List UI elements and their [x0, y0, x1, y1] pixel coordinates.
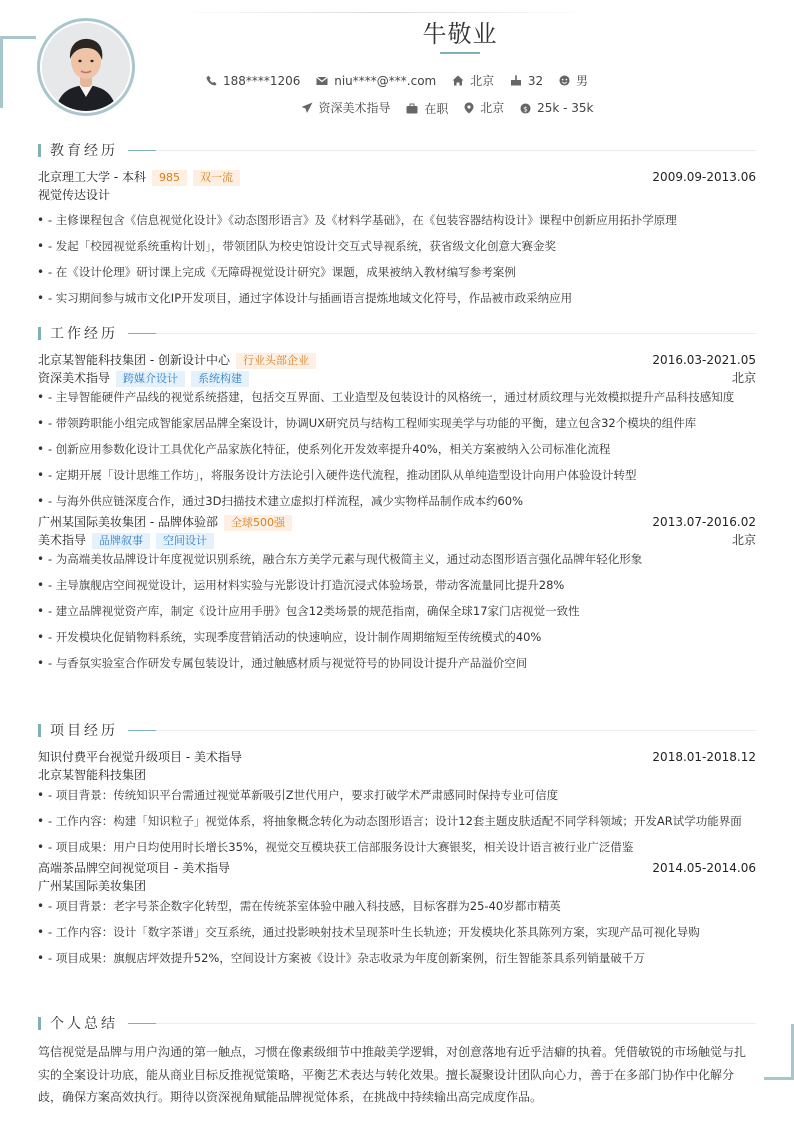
list-item: • - 发起「校园视觉系统重构计划」，带领团队为校史馆设计交互式导视系统，获省级文化创意大赛金奖	[38, 236, 756, 256]
phone-text: 188****1206	[222, 73, 301, 88]
project-org: 北京某智能科技集团	[38, 768, 147, 782]
summary-section	[38, 1014, 756, 1109]
money-icon	[520, 103, 531, 114]
gender-icon	[559, 75, 570, 86]
company-tag: 全球500强	[224, 515, 292, 531]
section-accent-bar	[38, 144, 41, 157]
birthday-cake-icon	[510, 75, 522, 86]
status-item	[406, 100, 448, 117]
list-item: • - 建立品牌视觉资产库，制定《设计应用手册》包含12类场景的规范指南，确保全球17家门店视觉一致性	[38, 601, 756, 621]
location-item	[452, 72, 494, 89]
project-bullets	[38, 785, 756, 857]
section-accent-dash	[128, 1023, 156, 1024]
section-rule	[156, 150, 756, 151]
list-item: • - 在《设计伦理》研讨课上完成《无障碍视觉设计研究》课题，成果被纳入教材编写参考案例	[38, 262, 756, 282]
summary-text: 笃信视觉是品牌与用户沟通的第一触点，习惯在像素级细节中推敲美学逻辑，对创意落地有近乎洁癖的执着。凭借敏锐的市场触觉与扎实的全案设计功底，能从商业目标反推视觉策略，平衡艺术表达与转化效果。擅长凝聚设计团队向心力，善于在多部门协作中化解分歧，确保方案高效执行。期待以资深视角赋能品牌视觉体系，在挑战中持续输出高完成度作品。	[38, 1045, 747, 1104]
company-line	[38, 351, 756, 369]
role-name: 美术指导	[38, 533, 87, 547]
section-heading	[38, 1014, 756, 1032]
list-item: • - 开发模块化促销物料系统，实现季度营销活动的快速响应，设计制作周期缩短至传统模式的40%	[38, 627, 756, 647]
job-bullets	[38, 549, 756, 673]
major: 视觉传达设计	[38, 188, 111, 202]
job-city: 北京	[731, 371, 756, 385]
job-date: 2013.07-2016.02	[652, 515, 756, 529]
briefcase-icon	[406, 103, 418, 114]
project-org: 广州某国际美妆集团	[38, 879, 147, 893]
company-tag: 行业头部企业	[236, 353, 316, 369]
job-date: 2016.03-2021.05	[652, 353, 756, 367]
project-line	[38, 859, 756, 877]
section-heading	[38, 721, 756, 739]
mail-icon	[316, 76, 328, 86]
role-group	[38, 369, 249, 387]
role-tag: 空间设计	[156, 533, 214, 549]
project-name: 知识付费平台视觉升级项目 - 美术指导	[38, 750, 242, 764]
role-group	[38, 531, 214, 549]
gender-item	[559, 72, 588, 89]
target-job-item	[301, 99, 391, 116]
section-accent-bar	[38, 724, 41, 737]
school-line	[38, 168, 756, 186]
role-line	[38, 369, 756, 387]
section-title: 项目经历	[50, 723, 118, 739]
project-bullets	[38, 896, 756, 968]
list-item: • - 实习期间参与城市文化IP开发项目，通过字体设计与插画语言提炼地域文化符号，作品被市政采纳应用	[38, 288, 756, 308]
section-accent-bar	[38, 1017, 41, 1030]
school-tag: 双一流	[193, 170, 240, 186]
section-accent-dash	[128, 730, 156, 731]
salary-text: 25k - 35k	[537, 101, 594, 115]
project-org-line	[38, 877, 756, 895]
map-pin-icon	[464, 102, 474, 114]
project-name: 高端茶品牌空间视觉项目 - 美术指导	[38, 861, 230, 875]
list-item: • - 项目背景：传统知识平台需通过视觉革新吸引Z世代用户，要求打破学术严肃感同时保持专业可信度	[38, 785, 756, 805]
list-item: • - 与海外供应链深度合作，通过3D扫描技术建立虚拟打样流程，减少实物样品制作成本约60%	[38, 491, 756, 511]
school-group	[38, 168, 240, 186]
company-group	[38, 351, 316, 369]
phone-icon	[206, 75, 217, 86]
salary-item	[520, 101, 593, 115]
project-entry	[38, 859, 756, 968]
target-city-text: 北京	[480, 101, 505, 115]
svg-text:$: $	[523, 103, 528, 113]
job-city: 北京	[731, 533, 756, 547]
contact-info-row	[0, 72, 794, 89]
project-entry	[38, 748, 756, 857]
list-item: • - 带领跨职能小组完成智能家居品牌全案设计，协调UX研究员与结构工程师实现美学与功能的平衡，建立包含32个模块的组件库	[38, 413, 756, 433]
list-item: • - 为高端美妆品牌设计年度视觉识别系统，融合东方美学元素与现代极简主义，通过动态图形语言强化品牌年轻化形象	[38, 549, 756, 569]
project-org-line	[38, 766, 756, 784]
corner-decoration-bottom-right	[764, 1024, 794, 1080]
role-tag: 系统构建	[191, 371, 249, 387]
home-icon	[452, 75, 464, 86]
target-city-item	[464, 99, 504, 116]
project-date: 2018.01-2018.12	[652, 750, 756, 764]
list-item: • - 工作内容：设计「数字茶谱」交互系统，通过投影映射技术呈现茶叶生长轨迹；开发模块化茶具陈列方案，实现产品可视化导购	[38, 922, 756, 942]
company-group	[38, 513, 292, 531]
project-date: 2014.05-2014.06	[652, 861, 756, 875]
school-tag: 985	[152, 170, 187, 186]
company-name: 广州某国际美妆集团 - 品牌体验部	[38, 515, 218, 529]
status-text: 在职	[424, 101, 449, 116]
job-bullets	[38, 387, 756, 511]
education-section	[38, 141, 756, 308]
role-tag: 跨媒介设计	[116, 371, 185, 387]
section-accent-dash	[128, 333, 156, 334]
job-entry	[38, 513, 756, 673]
list-item: • - 主导智能硬件产品线的视觉系统搭建，包括交互界面、工业造型及包装设计的风格统一，通过材质纹理与光效模拟提升产品科技感知度	[38, 387, 756, 407]
school-name: 北京理工大学 - 本科	[38, 170, 146, 184]
section-title: 工作经历	[50, 326, 118, 342]
list-item: • - 项目成果：旗舰店坪效提升52%，空间设计方案被《设计》杂志收录为年度创新案例，衍生智能茶具系列销量破千万	[38, 948, 756, 968]
section-title: 教育经历	[50, 143, 118, 159]
projects-section	[38, 721, 756, 968]
top-divider	[180, 12, 588, 13]
section-accent-bar	[38, 327, 41, 340]
major-line	[38, 186, 756, 204]
section-rule	[156, 1023, 756, 1024]
company-line	[38, 513, 756, 531]
role-name: 资深美术指导	[38, 371, 111, 385]
avatar	[42, 23, 130, 111]
section-title: 个人总结	[50, 1016, 118, 1032]
job-entry	[38, 351, 756, 511]
candidate-name: 牛敬业	[422, 20, 498, 48]
avatar-portrait-icon	[42, 23, 130, 111]
phone-item	[206, 74, 300, 88]
age-item	[510, 74, 543, 88]
section-accent-dash	[128, 150, 156, 151]
job-intent-row	[0, 99, 794, 117]
name-underline	[440, 52, 480, 54]
list-item: • - 主修课程包含《信息视觉化设计》《动态图形语言》及《材料学基础》，在《包装容器结构设计》课程中创新应用拓扑学原理	[38, 210, 756, 230]
list-item: • - 主导旗舰店空间视觉设计，运用材料实验与光影设计打造沉浸式体验场景，带动客流量同比提升28%	[38, 575, 756, 595]
location-text: 北京	[470, 74, 495, 88]
gender-text: 男	[576, 74, 589, 88]
email-item	[316, 74, 436, 88]
age-text: 32	[527, 73, 544, 88]
list-item: • - 与香氛实验室合作研发专属包装设计，通过触感材质与视觉符号的协同设计提升产品溢价空间	[38, 653, 756, 673]
work-section	[38, 324, 756, 673]
section-rule	[156, 333, 756, 334]
section-heading	[38, 324, 756, 342]
list-item: • - 工作内容：构建「知识粒子」视觉体系，将抽象概念转化为动态图形语言；设计12套主题皮肤适配不同学科领域；开发AR试学功能界面	[38, 811, 756, 831]
email-text: niu****@***.com	[334, 74, 437, 88]
list-item: • - 项目背景：老字号茶企数字化转型，需在传统茶室体验中融入科技感，目标客群为25-40岁都市精英	[38, 896, 756, 916]
project-line	[38, 748, 756, 766]
target-job-text: 资深美术指导	[318, 101, 391, 115]
education-date: 2009.09-2013.06	[652, 170, 756, 184]
list-item: • - 项目成果：用户日均使用时长增长35%，视觉交互模块获工信部服务设计大赛银奖，相关设计语言被行业广泛借鉴	[38, 837, 756, 857]
list-item: • - 定期开展「设计思维工作坊」，将服务设计方法论引入硬件迭代流程，推动团队从单纯造型设计向用户体验设计转型	[38, 465, 756, 485]
paper-plane-icon	[301, 102, 313, 114]
role-line	[38, 531, 756, 549]
role-tag: 品牌叙事	[92, 533, 150, 549]
company-name: 北京某智能科技集团 - 创新设计中心	[38, 353, 230, 367]
education-bullets	[38, 210, 756, 308]
section-heading	[38, 141, 756, 159]
section-rule	[156, 730, 756, 731]
list-item: • - 创新应用参数化设计工具优化产品家族化特征，使系列化开发效率提升40%，相关方案被纳入公司标准化流程	[38, 439, 756, 459]
